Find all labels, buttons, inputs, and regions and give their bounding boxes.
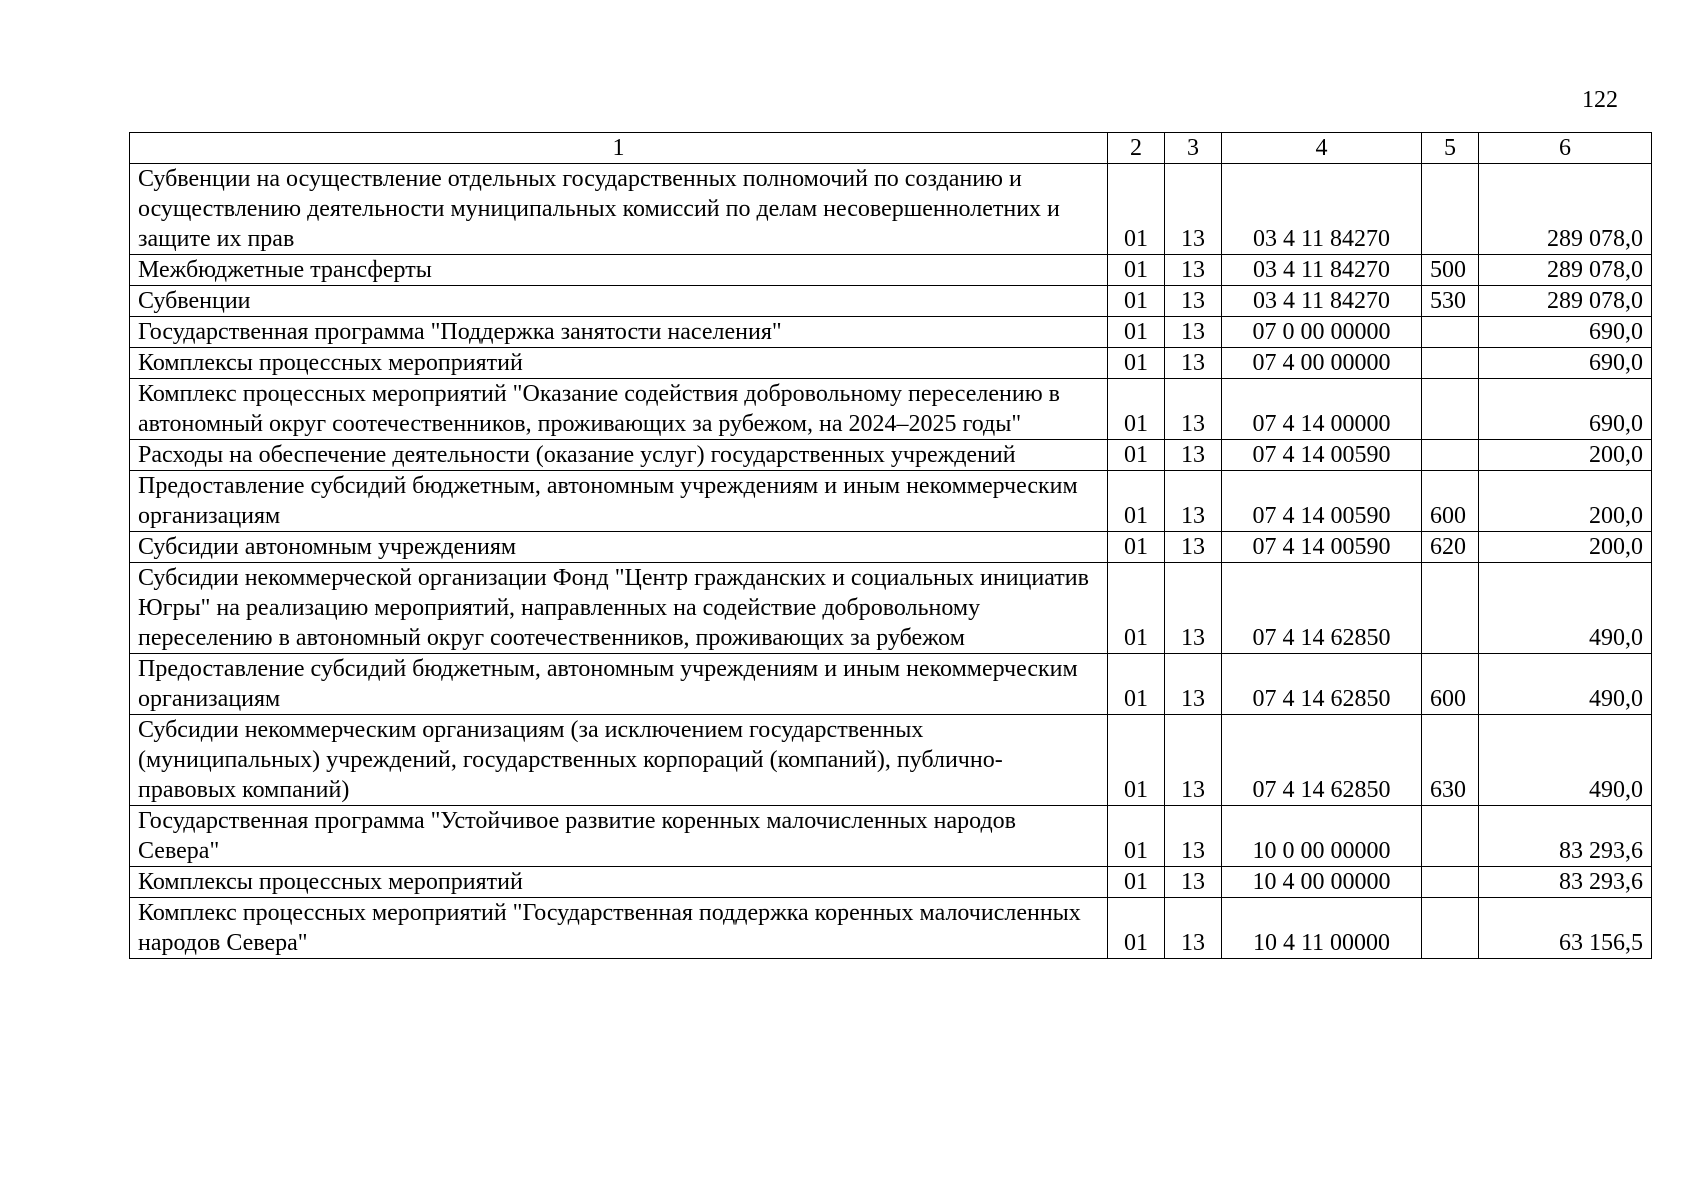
row-name: Субвенции на осуществление отдельных государственных полномочий по созданию и осуществлению деятельности муниципальных комиссий по делам несовершеннолетних и защите их прав <box>130 164 1108 255</box>
row-name: Субсидии некоммерческим организациям (за исключением государственных (муниципальных) учреждений, государственных корпораций (компаний), публично-правовых компаний) <box>130 715 1108 806</box>
row-target-article: 07 0 00 00000 <box>1222 317 1422 348</box>
row-expense-kind <box>1422 806 1479 867</box>
row-name: Субсидии автономным учреждениям <box>130 532 1108 563</box>
row-subsection: 13 <box>1165 317 1222 348</box>
row-target-article: 10 0 00 00000 <box>1222 806 1422 867</box>
row-expense-kind <box>1422 379 1479 440</box>
row-subsection: 13 <box>1165 867 1222 898</box>
table-row <box>130 532 1652 563</box>
row-amount: 289 078,0 <box>1479 286 1652 317</box>
row-name: Комплекс процессных мероприятий "Государственная поддержка коренных малочисленных народов Севера" <box>130 898 1108 959</box>
table-row <box>130 563 1652 654</box>
row-amount: 490,0 <box>1479 715 1652 806</box>
row-target-article: 07 4 14 00590 <box>1222 440 1422 471</box>
column-header-3: 3 <box>1165 133 1222 164</box>
row-amount: 83 293,6 <box>1479 806 1652 867</box>
row-subsection: 13 <box>1165 654 1222 715</box>
row-section: 01 <box>1108 255 1165 286</box>
table-row <box>130 379 1652 440</box>
table-row <box>130 471 1652 532</box>
row-section: 01 <box>1108 563 1165 654</box>
row-amount: 63 156,5 <box>1479 898 1652 959</box>
row-amount: 83 293,6 <box>1479 867 1652 898</box>
row-section: 01 <box>1108 806 1165 867</box>
table-row <box>130 654 1652 715</box>
column-header-1: 1 <box>130 133 1108 164</box>
row-name: Предоставление субсидий бюджетным, автономным учреждениям и иным некоммерческим организациям <box>130 654 1108 715</box>
row-section: 01 <box>1108 164 1165 255</box>
row-subsection: 13 <box>1165 532 1222 563</box>
row-name: Государственная программа "Поддержка занятости населения" <box>130 317 1108 348</box>
page-number: 122 <box>1582 87 1618 113</box>
row-subsection: 13 <box>1165 379 1222 440</box>
row-amount: 690,0 <box>1479 317 1652 348</box>
row-subsection: 13 <box>1165 348 1222 379</box>
table-row <box>130 440 1652 471</box>
row-target-article: 07 4 14 00590 <box>1222 532 1422 563</box>
row-section: 01 <box>1108 348 1165 379</box>
row-target-article: 10 4 11 00000 <box>1222 898 1422 959</box>
column-header-2: 2 <box>1108 133 1165 164</box>
row-subsection: 13 <box>1165 806 1222 867</box>
row-target-article: 07 4 14 00000 <box>1222 379 1422 440</box>
row-amount: 690,0 <box>1479 379 1652 440</box>
table-row <box>130 867 1652 898</box>
row-name: Субвенции <box>130 286 1108 317</box>
column-header-6: 6 <box>1479 133 1652 164</box>
row-expense-kind <box>1422 867 1479 898</box>
row-section: 01 <box>1108 317 1165 348</box>
column-header-4: 4 <box>1222 133 1422 164</box>
row-subsection: 13 <box>1165 471 1222 532</box>
row-target-article: 07 4 00 00000 <box>1222 348 1422 379</box>
row-target-article: 07 4 14 62850 <box>1222 654 1422 715</box>
row-target-article: 03 4 11 84270 <box>1222 164 1422 255</box>
row-name: Расходы на обеспечение деятельности (оказание услуг) государственных учреждений <box>130 440 1108 471</box>
row-expense-kind <box>1422 440 1479 471</box>
table-row <box>130 806 1652 867</box>
row-name: Комплекс процессных мероприятий "Оказание содействия добровольному переселению в автономный округ соотечественников, проживающих за рубежом, на 2024–2025 годы" <box>130 379 1108 440</box>
row-amount: 690,0 <box>1479 348 1652 379</box>
row-amount: 200,0 <box>1479 532 1652 563</box>
row-expense-kind: 630 <box>1422 715 1479 806</box>
table-row <box>130 348 1652 379</box>
row-amount: 490,0 <box>1479 654 1652 715</box>
row-expense-kind: 530 <box>1422 286 1479 317</box>
row-section: 01 <box>1108 654 1165 715</box>
row-section: 01 <box>1108 440 1165 471</box>
row-expense-kind: 600 <box>1422 471 1479 532</box>
row-section: 01 <box>1108 867 1165 898</box>
row-expense-kind: 500 <box>1422 255 1479 286</box>
table-header-row <box>130 133 1652 164</box>
row-amount: 289 078,0 <box>1479 255 1652 286</box>
row-name: Государственная программа "Устойчивое развитие коренных малочисленных народов Севера" <box>130 806 1108 867</box>
row-expense-kind: 600 <box>1422 654 1479 715</box>
row-amount: 200,0 <box>1479 440 1652 471</box>
row-name: Субсидии некоммерческой организации Фонд "Центр гражданских и социальных инициатив Югры" на реализацию мероприятий, направленных на содействие добровольному переселению в автономный округ соотечественников, проживающих за рубежом <box>130 563 1108 654</box>
row-expense-kind <box>1422 563 1479 654</box>
column-header-5: 5 <box>1422 133 1479 164</box>
budget-table <box>129 132 1652 959</box>
row-section: 01 <box>1108 379 1165 440</box>
row-section: 01 <box>1108 471 1165 532</box>
table-row <box>130 286 1652 317</box>
row-target-article: 03 4 11 84270 <box>1222 286 1422 317</box>
row-subsection: 13 <box>1165 898 1222 959</box>
row-section: 01 <box>1108 898 1165 959</box>
row-subsection: 13 <box>1165 255 1222 286</box>
row-target-article: 10 4 00 00000 <box>1222 867 1422 898</box>
row-target-article: 07 4 14 62850 <box>1222 715 1422 806</box>
row-name: Комплексы процессных мероприятий <box>130 348 1108 379</box>
table-row <box>130 898 1652 959</box>
row-subsection: 13 <box>1165 715 1222 806</box>
row-section: 01 <box>1108 286 1165 317</box>
row-subsection: 13 <box>1165 440 1222 471</box>
row-amount: 289 078,0 <box>1479 164 1652 255</box>
row-target-article: 07 4 14 00590 <box>1222 471 1422 532</box>
table-row <box>130 255 1652 286</box>
row-name: Межбюджетные трансферты <box>130 255 1108 286</box>
table-row <box>130 317 1652 348</box>
row-amount: 490,0 <box>1479 563 1652 654</box>
row-target-article: 07 4 14 62850 <box>1222 563 1422 654</box>
table-row <box>130 715 1652 806</box>
row-target-article: 03 4 11 84270 <box>1222 255 1422 286</box>
row-expense-kind: 620 <box>1422 532 1479 563</box>
row-expense-kind <box>1422 348 1479 379</box>
row-section: 01 <box>1108 532 1165 563</box>
row-expense-kind <box>1422 898 1479 959</box>
row-name: Комплексы процессных мероприятий <box>130 867 1108 898</box>
row-subsection: 13 <box>1165 286 1222 317</box>
row-section: 01 <box>1108 715 1165 806</box>
row-expense-kind <box>1422 317 1479 348</box>
row-subsection: 13 <box>1165 563 1222 654</box>
table-row <box>130 164 1652 255</box>
row-expense-kind <box>1422 164 1479 255</box>
row-amount: 200,0 <box>1479 471 1652 532</box>
row-subsection: 13 <box>1165 164 1222 255</box>
row-name: Предоставление субсидий бюджетным, автономным учреждениям и иным некоммерческим организациям <box>130 471 1108 532</box>
